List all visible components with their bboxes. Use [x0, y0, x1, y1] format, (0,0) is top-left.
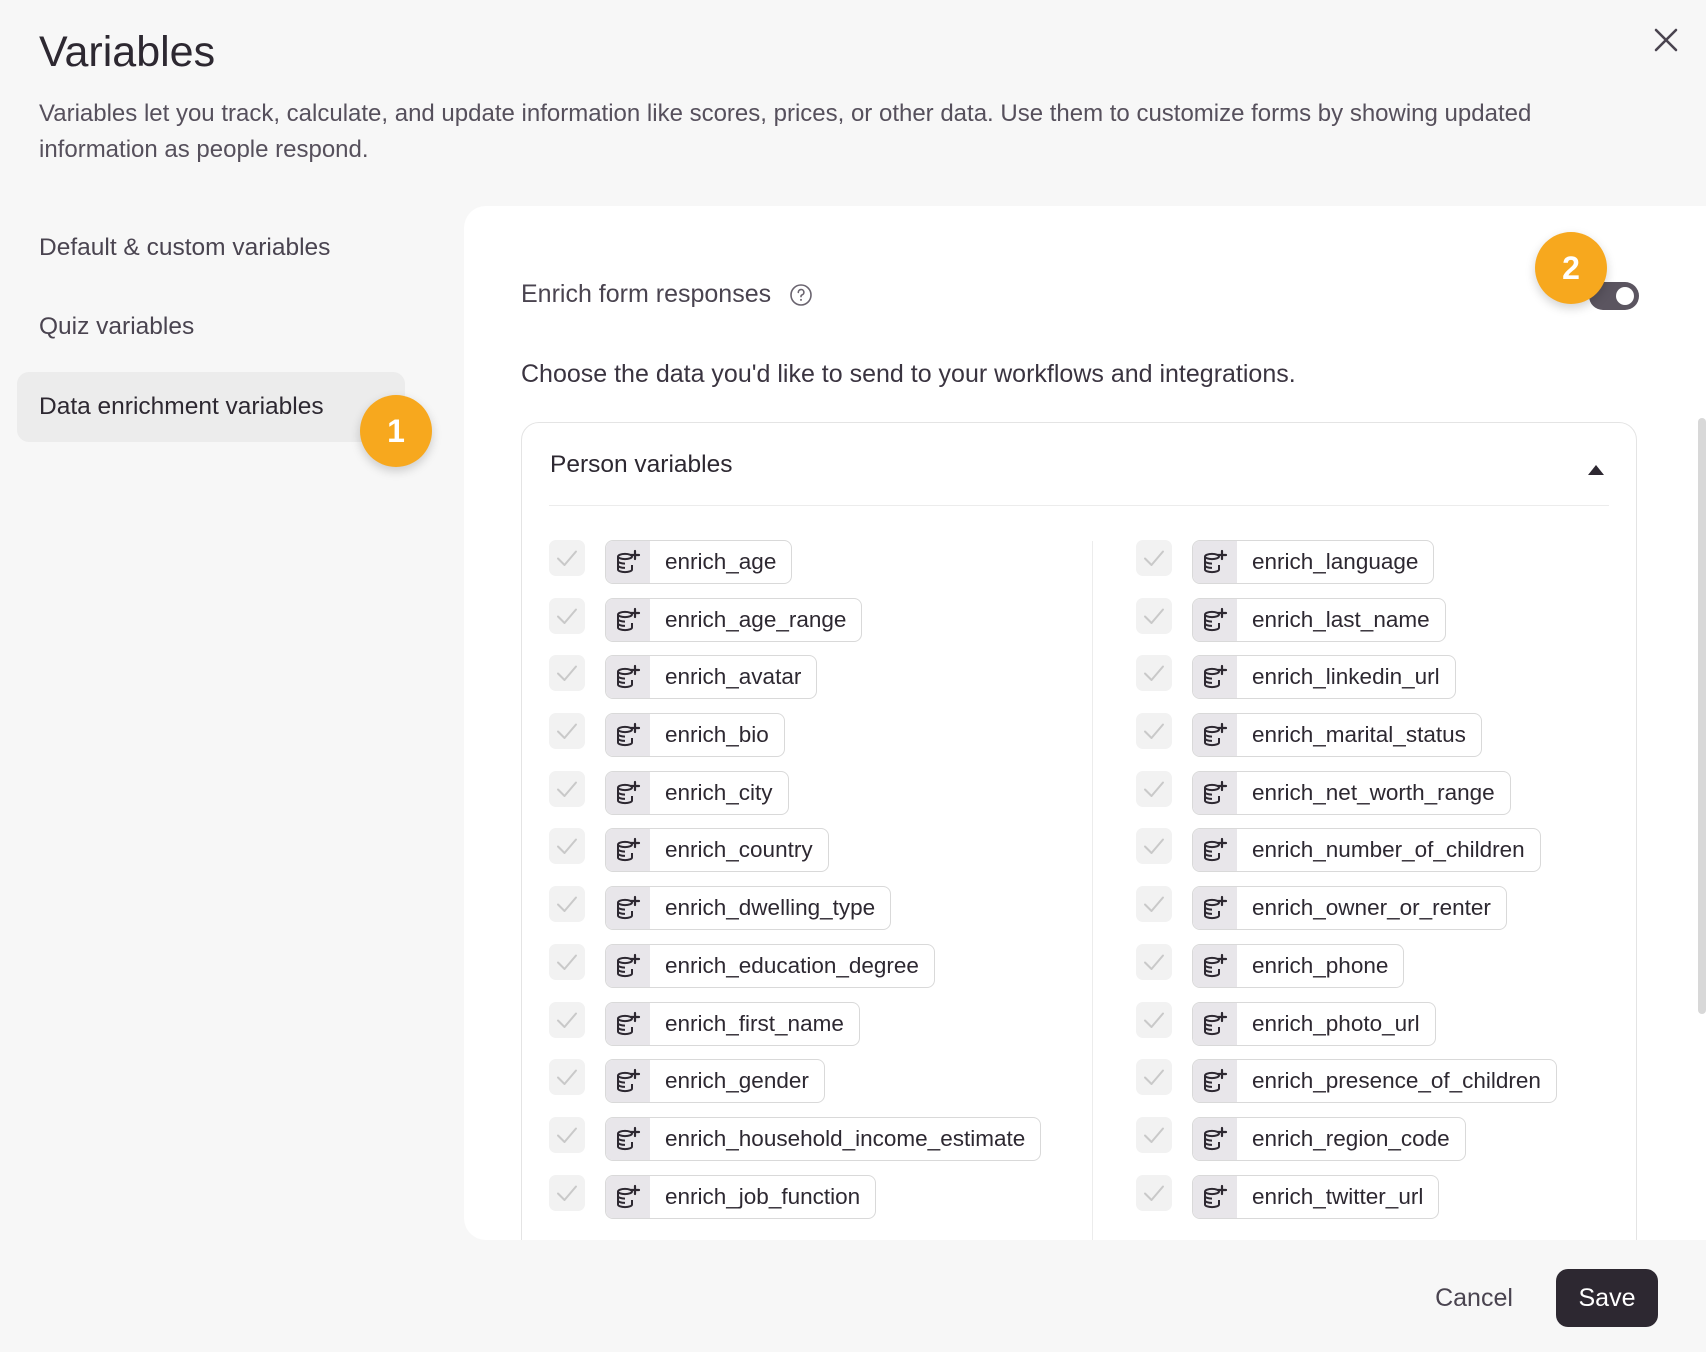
database-plus-icon	[606, 541, 650, 583]
right-variable-list	[1136, 540, 1557, 1232]
variable-name: enrich_country	[665, 837, 813, 863]
database-plus-icon	[606, 1118, 650, 1160]
save-button[interactable]: Save	[1556, 1269, 1658, 1327]
variable-checkbox[interactable]	[549, 886, 585, 922]
variable-chip[interactable]	[1192, 655, 1456, 699]
check-icon	[554, 660, 580, 686]
variable-checkbox[interactable]	[549, 1175, 585, 1211]
collapse-caret-icon[interactable]	[1588, 465, 1604, 475]
variable-row	[549, 598, 1041, 656]
database-plus-icon	[1193, 1003, 1237, 1045]
variable-checkbox[interactable]	[549, 713, 585, 749]
database-plus-icon	[1193, 1176, 1237, 1218]
check-icon	[1141, 1122, 1167, 1148]
variable-checkbox[interactable]	[1136, 540, 1172, 576]
variable-name: enrich_education_degree	[665, 952, 919, 978]
check-icon	[1141, 603, 1167, 629]
variable-row	[549, 713, 1041, 771]
variable-checkbox[interactable]	[549, 944, 585, 980]
check-icon	[1141, 833, 1167, 859]
variable-checkbox[interactable]	[549, 1059, 585, 1095]
dialog-description: Variables let you track, calculate, and update information like scores, prices, or other data. Use them to customize forms by showing updated information as people respond.	[39, 100, 1532, 163]
variable-chip[interactable]	[1192, 1002, 1436, 1046]
database-plus-icon	[606, 1176, 650, 1218]
section-title: Person variables	[550, 451, 733, 478]
variable-row	[549, 1059, 1041, 1117]
variable-row	[549, 944, 1041, 1002]
variable-name: enrich_twitter_url	[1252, 1183, 1424, 1209]
variable-name: enrich_avatar	[665, 664, 802, 690]
variable-checkbox[interactable]	[1136, 1117, 1172, 1153]
variable-row	[549, 771, 1041, 829]
step-badge-2: 2	[1535, 232, 1607, 304]
variable-row	[549, 828, 1041, 886]
variable-checkbox[interactable]	[1136, 944, 1172, 980]
variable-name: enrich_city	[665, 779, 773, 805]
enrichment-panel	[464, 206, 1706, 1240]
choose-data-text: Choose the data you'd like to send to your workflows and integrations.	[521, 360, 1296, 388]
check-icon	[1141, 1180, 1167, 1206]
sidebar-item-default-custom-variables[interactable]: Default & custom variables	[39, 234, 331, 261]
database-plus-icon	[606, 714, 650, 756]
variable-row	[549, 1002, 1041, 1060]
variable-checkbox[interactable]	[549, 655, 585, 691]
database-plus-icon	[606, 945, 650, 987]
check-icon	[1141, 1064, 1167, 1090]
variable-chip[interactable]	[605, 944, 935, 988]
dialog-title: Variables	[39, 28, 216, 76]
left-variable-list	[549, 540, 1041, 1232]
variable-checkbox[interactable]	[1136, 1059, 1172, 1095]
variable-name: enrich_dwelling_type	[665, 895, 876, 921]
variable-chip[interactable]	[1192, 771, 1511, 815]
check-icon	[554, 718, 580, 744]
variable-chip[interactable]	[605, 1059, 825, 1103]
variable-name: enrich_presence_of_children	[1252, 1068, 1541, 1094]
variable-name: enrich_age	[665, 549, 777, 574]
database-plus-icon	[606, 772, 650, 814]
variable-name: enrich_marital_status	[1252, 722, 1466, 748]
database-plus-icon	[606, 1003, 650, 1045]
column-divider	[1092, 541, 1093, 1240]
variable-name: enrich_language	[1252, 549, 1419, 574]
variable-row	[1136, 540, 1557, 598]
database-plus-icon	[606, 1060, 650, 1102]
check-icon	[554, 833, 580, 859]
check-icon	[554, 1180, 580, 1206]
variable-checkbox[interactable]	[549, 598, 585, 634]
check-icon	[554, 776, 580, 802]
variable-chip[interactable]	[1192, 713, 1482, 757]
variable-chip[interactable]	[605, 771, 789, 815]
check-icon	[1141, 1007, 1167, 1033]
variable-name: enrich_age_range	[665, 606, 847, 632]
check-icon	[554, 545, 580, 571]
variable-checkbox[interactable]	[1136, 655, 1172, 691]
sidebar-item-quiz-variables[interactable]: Quiz variables	[39, 313, 195, 340]
variable-chip[interactable]	[1192, 1175, 1439, 1219]
person-variables-card	[521, 422, 1637, 1240]
variable-row	[1136, 1002, 1557, 1060]
divider	[549, 505, 1609, 506]
variable-row	[1136, 598, 1557, 656]
variable-row	[1136, 886, 1557, 944]
database-plus-icon	[1193, 1118, 1237, 1160]
check-icon	[1141, 949, 1167, 975]
variable-name: enrich_region_code	[1252, 1125, 1450, 1151]
variable-name: enrich_gender	[665, 1068, 809, 1094]
database-plus-icon	[1193, 1060, 1237, 1102]
variable-checkbox[interactable]	[549, 540, 585, 576]
database-plus-icon	[1193, 714, 1237, 756]
variable-name: enrich_owner_or_renter	[1252, 895, 1491, 921]
variable-name: enrich_job_function	[665, 1183, 861, 1209]
database-plus-icon	[606, 656, 650, 698]
variable-row	[549, 1117, 1041, 1175]
check-icon	[1141, 718, 1167, 744]
variable-row	[549, 1175, 1041, 1233]
variable-name: enrich_last_name	[1252, 606, 1430, 632]
close-icon[interactable]	[1648, 22, 1684, 58]
variable-checkbox[interactable]	[1136, 771, 1172, 807]
sidebar-item-data-enrichment-variables[interactable]: Data enrichment variables	[17, 372, 405, 442]
check-icon	[1141, 776, 1167, 802]
variable-row	[1136, 1175, 1557, 1233]
variable-name: enrich_net_worth_range	[1252, 779, 1495, 805]
check-icon	[554, 1122, 580, 1148]
variable-chip[interactable]	[1192, 540, 1434, 584]
variable-checkbox[interactable]	[549, 1002, 585, 1038]
variable-row	[1136, 944, 1557, 1002]
variable-chip[interactable]	[605, 655, 817, 699]
variable-row	[549, 540, 1041, 598]
variable-chip[interactable]	[605, 828, 829, 872]
variable-checkbox[interactable]	[1136, 828, 1172, 864]
variable-name: enrich_first_name	[665, 1010, 844, 1036]
variable-row	[549, 655, 1041, 713]
variable-name: enrich_bio	[665, 722, 769, 748]
variable-checkbox[interactable]	[1136, 1175, 1172, 1211]
variable-name: enrich_number_of_children	[1252, 837, 1525, 863]
variable-chip[interactable]	[605, 713, 785, 757]
variable-chip[interactable]	[605, 1002, 860, 1046]
scrollbar-thumb[interactable]	[1698, 418, 1706, 1014]
check-icon	[554, 949, 580, 975]
variable-chip[interactable]	[1192, 1059, 1557, 1103]
database-plus-icon	[1193, 541, 1237, 583]
variable-chip[interactable]	[1192, 828, 1541, 872]
database-plus-icon	[1193, 772, 1237, 814]
variable-name: enrich_linkedin_url	[1252, 664, 1440, 690]
variable-chip[interactable]	[605, 1175, 876, 1219]
database-plus-icon	[606, 887, 650, 929]
variable-checkbox[interactable]	[1136, 713, 1172, 749]
variable-row	[1136, 828, 1557, 886]
check-icon	[554, 891, 580, 917]
step-badge-1: 1	[360, 395, 432, 467]
database-plus-icon	[1193, 656, 1237, 698]
enrich-form-responses-label: Enrich form responses	[521, 280, 772, 308]
check-icon	[1141, 545, 1167, 571]
check-icon	[554, 603, 580, 629]
variable-row	[1136, 1117, 1557, 1175]
variable-checkbox[interactable]	[1136, 886, 1172, 922]
database-plus-icon	[606, 829, 650, 871]
variable-chip[interactable]	[1192, 944, 1404, 988]
database-plus-icon	[1193, 945, 1237, 987]
variable-name: enrich_household_income_estimate	[665, 1125, 1026, 1151]
variable-chip[interactable]	[605, 886, 891, 930]
variable-row	[1136, 655, 1557, 713]
variable-checkbox[interactable]	[1136, 1002, 1172, 1038]
help-icon[interactable]	[789, 283, 813, 307]
variable-checkbox[interactable]	[549, 828, 585, 864]
toggle-knob	[1616, 287, 1634, 305]
check-icon	[554, 1007, 580, 1033]
database-plus-icon	[606, 599, 650, 641]
check-icon	[554, 1064, 580, 1090]
variable-checkbox[interactable]	[1136, 598, 1172, 634]
variable-chip[interactable]	[1192, 886, 1507, 930]
variable-chip[interactable]	[605, 598, 862, 642]
variable-chip[interactable]	[1192, 598, 1446, 642]
variable-row	[549, 886, 1041, 944]
database-plus-icon	[1193, 829, 1237, 871]
variable-checkbox[interactable]	[549, 771, 585, 807]
database-plus-icon	[1193, 599, 1237, 641]
check-icon	[1141, 891, 1167, 917]
variable-checkbox[interactable]	[549, 1117, 585, 1153]
variable-row	[1136, 713, 1557, 771]
database-plus-icon	[1193, 887, 1237, 929]
variable-chip[interactable]	[605, 1117, 1041, 1161]
variable-chip[interactable]	[1192, 1117, 1466, 1161]
variable-row	[1136, 1059, 1557, 1117]
variable-row	[1136, 771, 1557, 829]
variable-name: enrich_phone	[1252, 952, 1389, 978]
variable-name: enrich_photo_url	[1252, 1010, 1420, 1036]
cancel-button[interactable]: Cancel	[1414, 1270, 1534, 1326]
check-icon	[1141, 660, 1167, 686]
variable-chip[interactable]	[605, 540, 792, 584]
